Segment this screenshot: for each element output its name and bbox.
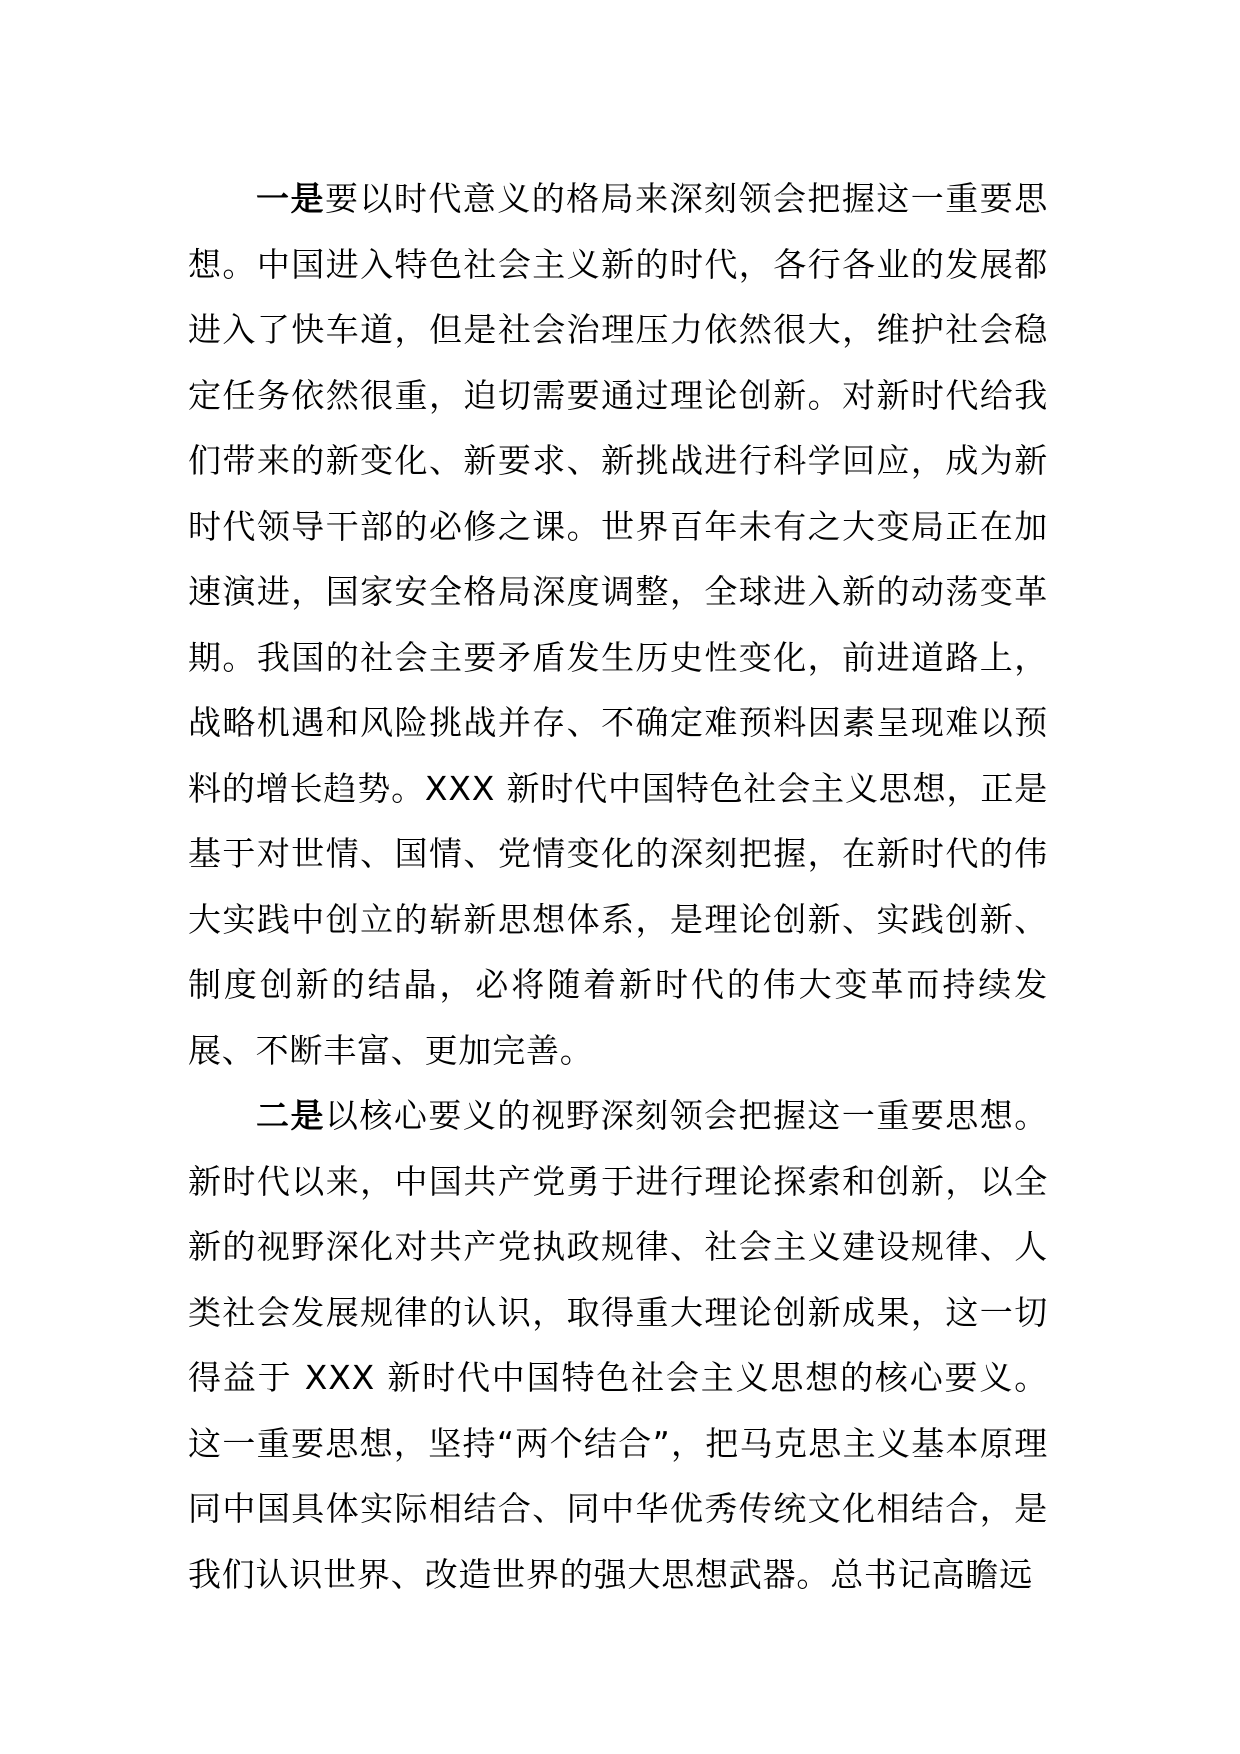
paragraph-2-text: 以核心要义的视野深刻领会把握这一重要思想。新时代以来，中国共产党勇于进行理论探索和创新，以全新的视野深化对共产党执政规律、社会主义建设规律、人类社会发展规律的认识，取得重大理论创新成果，这一切得益于 XXX 新时代中国特色社会主义思想的核心要义。这一重要思想，坚持“两个结合”，把马克思主义基本原理同中国具体实际相结合、同中华优秀传统文化相结合，是我们认识世界、改造世界的强大思想武器。总书记高瞻远 <box>188 1096 1048 1594</box>
paragraph-1-lead: 一是 <box>256 179 325 218</box>
paragraph-2 <box>188 1083 1048 1607</box>
paragraph-1-text: 要以时代意义的格局来深刻领会把握这一重要思想。中国进入特色社会主义新的时代，各行各业的发展都进入了快车道，但是社会治理压力依然很大，维护社会稳定任务依然很重，迫切需要通过理论创新。对新时代给我们带来的新变化、新要求、新挑战进行科学回应，成为新时代领导干部的必修之课。世界百年未有之大变局正在加速演进，国家安全格局深度调整，全球进入新的动荡变革期。我国的社会主要矛盾发生历史性变化，前进道路上，战略机遇和风险挑战并存、不确定难预料因素呈现难以预料的增长趋势。XXX 新时代中国特色社会主义思想，正是基于对世情、国情、党情变化的深刻把握，在新时代的伟大实践中创立的崭新思想体系，是理论创新、实践创新、制度创新的结晶，必将随着新时代的伟大变革而持续发展、不断丰富、更加完善。 <box>188 179 1048 1070</box>
paragraph-2-lead: 二是 <box>256 1096 325 1135</box>
paragraph-1 <box>188 166 1048 1083</box>
body-text <box>188 166 1048 1607</box>
